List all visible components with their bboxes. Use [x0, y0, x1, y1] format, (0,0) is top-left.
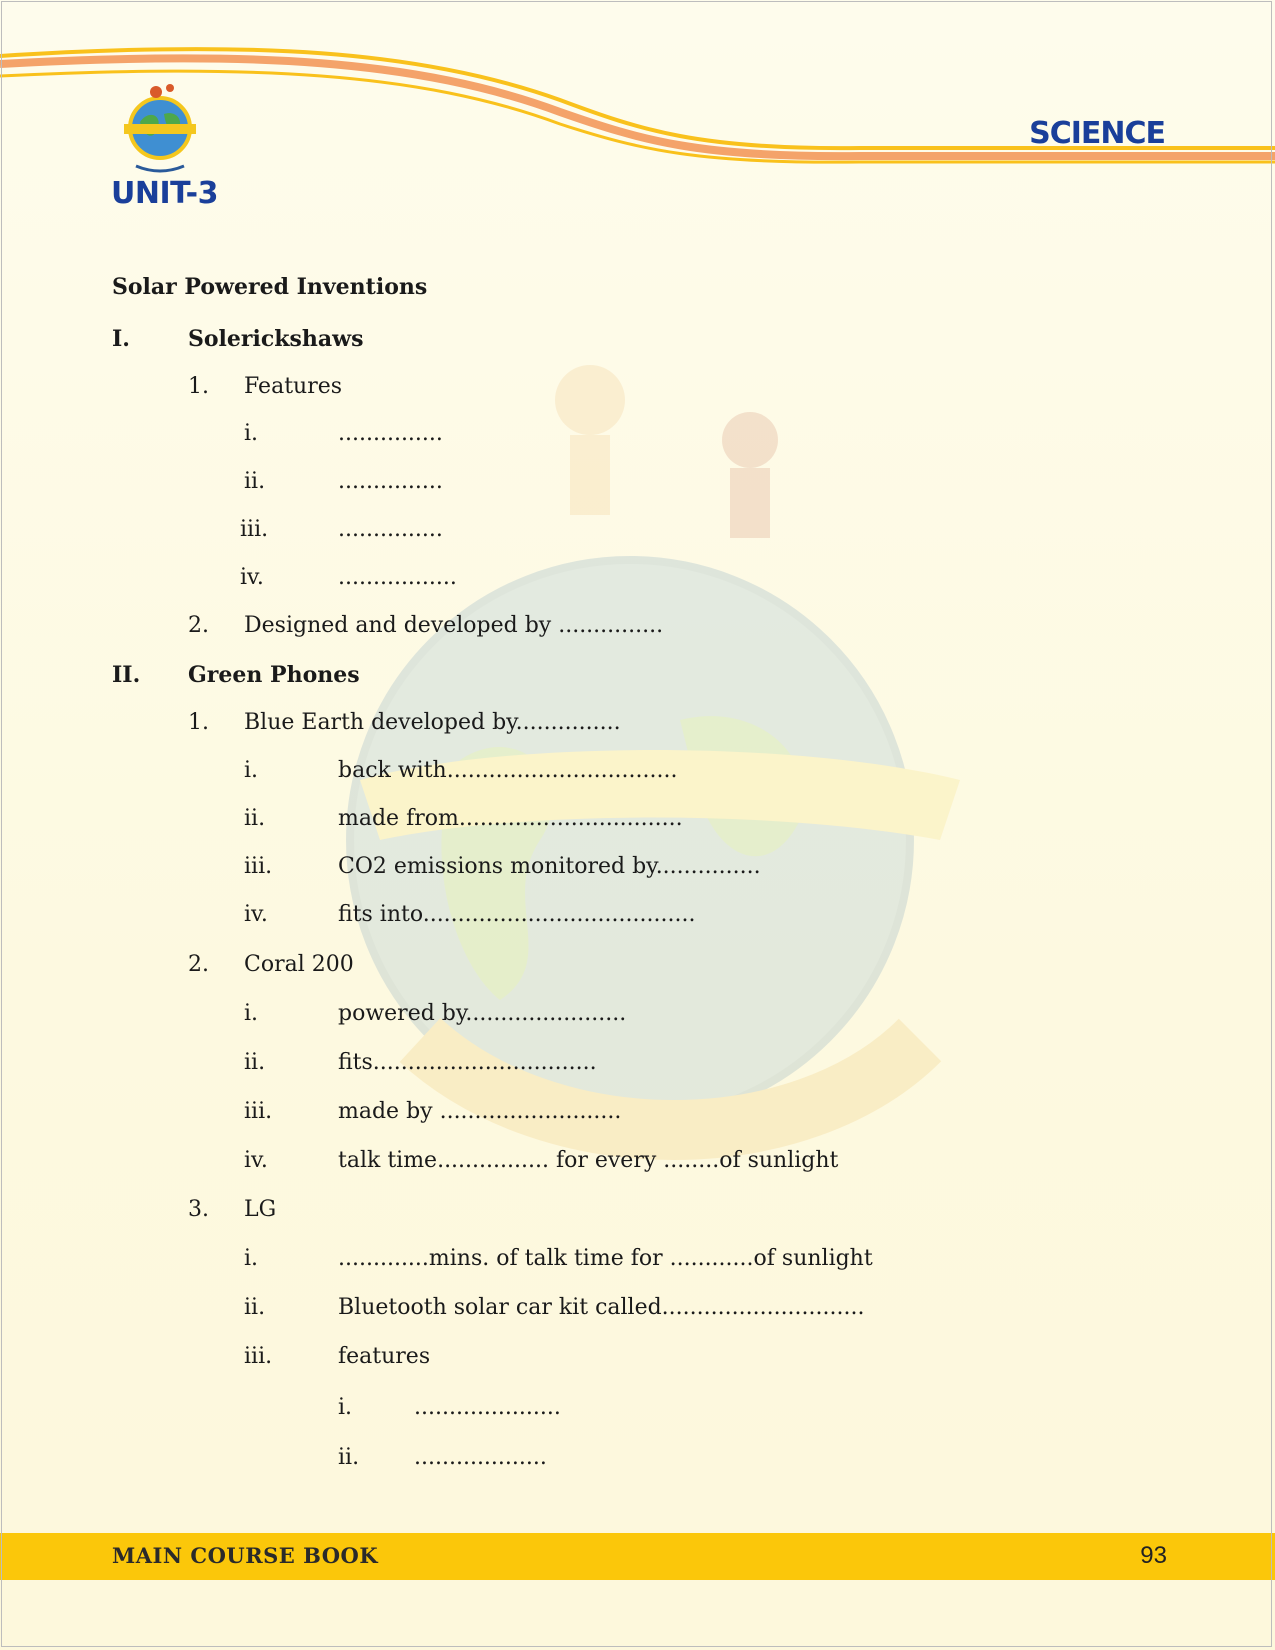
section-heading: Solerickshaws: [188, 326, 364, 352]
item-number: 2.: [188, 613, 209, 638]
subitem-number: iv.: [244, 1148, 268, 1173]
subitem-number: ii.: [244, 1295, 266, 1320]
subitem-number: i.: [244, 1001, 259, 1026]
subitem-number: ii.: [244, 806, 266, 831]
subitem-number: i.: [244, 758, 259, 783]
nested-subitem-text: .....................: [414, 1395, 561, 1420]
section-numeral: II.: [112, 662, 141, 688]
subitem-text: .................: [338, 565, 457, 590]
item-text: LG: [244, 1197, 277, 1222]
subitem-text: fits................................: [338, 1050, 597, 1075]
item-text: Coral 200: [244, 952, 354, 977]
nested-subitem-number: ii.: [338, 1445, 360, 1470]
subitem-text: fits into.......................................: [338, 902, 696, 927]
subitem-number: iv.: [240, 565, 264, 590]
subitem-number: iii.: [244, 1099, 273, 1124]
subitem-text: made from................................: [338, 806, 683, 831]
nested-subitem-text: ...................: [414, 1445, 547, 1470]
subitem-text: .............mins. of talk time for ............of sunlight: [338, 1246, 873, 1271]
subitem-text: talk time................ for every ........of sunlight: [338, 1148, 839, 1173]
subitem-text: made by ..........................: [338, 1099, 622, 1124]
item-number: 1.: [188, 374, 209, 399]
subitem-number: ii.: [244, 1050, 266, 1075]
subitem-number: iv.: [244, 902, 268, 927]
item-text: Blue Earth developed by...............: [244, 710, 621, 735]
subitem-number: i.: [244, 1246, 259, 1271]
subitem-text: features: [338, 1344, 431, 1369]
section-title: Solar Powered Inventions: [112, 274, 428, 300]
subitem-text: ...............: [338, 517, 443, 542]
subitem-number: iii.: [244, 1344, 273, 1369]
section-heading: Green Phones: [188, 662, 360, 688]
nested-subitem-number: i.: [338, 1395, 353, 1420]
item-text: Designed and developed by ...............: [244, 613, 664, 638]
subitem-text: CO2 emissions monitored by...............: [338, 854, 761, 879]
subitem-number: iii.: [244, 854, 273, 879]
subitem-text: ...............: [338, 421, 443, 446]
item-text: Features: [244, 374, 343, 399]
section-numeral: I.: [112, 326, 130, 352]
subitem-text: powered by.......................: [338, 1001, 627, 1026]
subitem-text: back with.................................: [338, 758, 678, 783]
subitem-text: ...............: [338, 469, 443, 494]
subitem-number: iii.: [240, 517, 269, 542]
subject-label: SCIENCE: [1029, 116, 1165, 151]
cbse-logo-icon: [118, 80, 208, 180]
footer-title: MAIN COURSE BOOK: [112, 1543, 379, 1568]
subitem-number: ii.: [244, 469, 266, 494]
page-number: 93: [1140, 1542, 1167, 1569]
item-number: 1.: [188, 710, 209, 735]
subitem-number: i.: [244, 421, 259, 446]
item-number: 3.: [188, 1197, 209, 1222]
subitem-text: Bluetooth solar car kit called.............................: [338, 1295, 865, 1320]
item-number: 2.: [188, 952, 209, 977]
unit-label: UNIT-3: [111, 176, 219, 211]
